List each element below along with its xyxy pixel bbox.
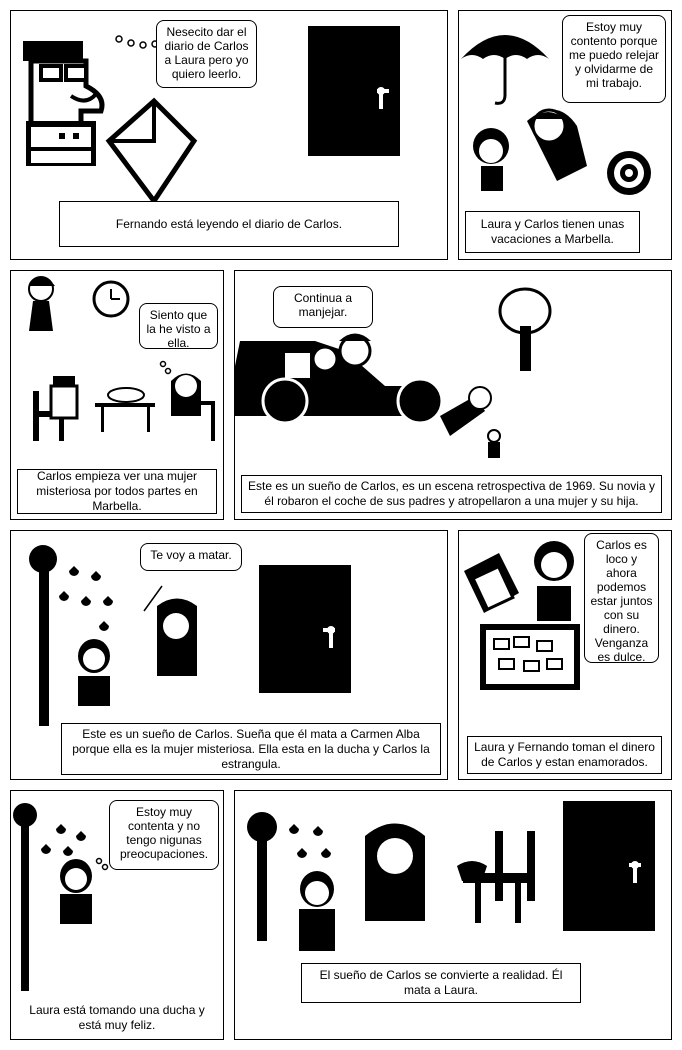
- water-drops-icon: [59, 566, 113, 631]
- water-drops-icon: [289, 824, 331, 858]
- shell-icon: [607, 151, 651, 195]
- panel-caption: Laura y Carlos tienen unas vacaciones a Marbella.: [465, 211, 640, 253]
- comic-panel-2: [458, 10, 672, 260]
- woman-victim-icon: [440, 387, 491, 436]
- table-icon: [95, 388, 155, 432]
- panel-caption: Fernando está leyendo el diario de Carlos.: [59, 201, 399, 247]
- comic-panel-8: [234, 790, 672, 1040]
- speech-bubble: Carlos es loco y ahora podemos estar juntos con su dinero. Venganza es dulce.: [584, 533, 659, 663]
- thought-dots-icon: [116, 36, 158, 48]
- carlos-figure-icon: [157, 599, 197, 677]
- clock-icon: [94, 282, 128, 316]
- carlos-figure-icon: [365, 824, 425, 922]
- door-icon: [259, 565, 351, 693]
- speech-bubble: Siento que la he visto a ella.: [139, 303, 218, 349]
- comic-panel-3: [10, 270, 224, 520]
- panel-caption: Laura está tomando una ducha y está muy feliz.: [17, 1001, 217, 1035]
- tree-icon: [500, 289, 550, 371]
- carlos-figure-icon: [171, 374, 215, 442]
- mysterious-woman-icon: [29, 277, 55, 331]
- panel-caption: El sueño de Carlos se convierte a realidad. Él mata a Laura.: [301, 963, 581, 1003]
- laura-figure-icon: [473, 128, 509, 191]
- panel-caption: Este es un sueño de Carlos, es un escena retrospectiva de 1969. Su novia y él robaron el coche de sus padres y atropellaron a una mujer y su hija.: [241, 475, 662, 513]
- speech-bubble: Continua a manjejar.: [273, 286, 373, 328]
- thought-dots-icon: [97, 859, 108, 870]
- fernando-figure-icon: [23, 41, 102, 166]
- thought-dots-icon: [161, 362, 171, 374]
- diary-book-icon: [109, 101, 194, 201]
- money-case-icon: [483, 627, 577, 687]
- door-icon: [563, 801, 655, 931]
- shower-head-icon: [247, 812, 277, 941]
- laura-figure-icon: [534, 541, 574, 621]
- shower-head-icon: [29, 545, 57, 726]
- comic-panel-1: [10, 10, 448, 260]
- speech-bubble: Te voy a matar.: [140, 543, 242, 571]
- laura-figure-icon: [299, 871, 335, 951]
- fernando-figure-icon: [51, 376, 77, 418]
- comic-panel-6: [458, 530, 672, 780]
- shower-head-icon: [13, 803, 37, 991]
- comic-panel-5: [10, 530, 448, 780]
- door-icon: [308, 26, 400, 156]
- car-icon: [235, 341, 442, 423]
- chair-icon: [457, 831, 535, 923]
- fernando-figure-icon: [464, 553, 519, 613]
- umbrella-icon: [461, 35, 549, 103]
- water-drops-icon: [41, 824, 86, 856]
- panel-caption: Laura y Fernando toman el dinero de Carlos y estan enamorados.: [467, 736, 662, 774]
- laura-figure-icon: [60, 859, 92, 924]
- speech-bubble: Nesecito dar el diario de Carlos a Laura pero yo quiero leerlo.: [156, 20, 257, 88]
- carlos-figure-icon: [527, 110, 587, 181]
- speech-bubble: Estoy muy contento porque me puedo relejar y olvidarme de mi trabajo.: [562, 15, 666, 103]
- comic-panel-7: [10, 790, 224, 1040]
- panel-caption: Este es un sueño de Carlos. Sueña que él mata a Carmen Alba porque ella es la mujer misteriosa. Ella esta en la ducha y Carlos la estrangula.: [61, 723, 441, 775]
- comic-panel-4: [234, 270, 672, 520]
- speech-bubble: Estoy muy contenta y no tengo nigunas preocupaciones.: [109, 800, 219, 870]
- child-victim-icon: [488, 430, 500, 458]
- panel-caption: Carlos empieza ver una mujer misteriosa por todos partes en Marbella.: [17, 469, 217, 514]
- carmen-figure-icon: [78, 639, 110, 706]
